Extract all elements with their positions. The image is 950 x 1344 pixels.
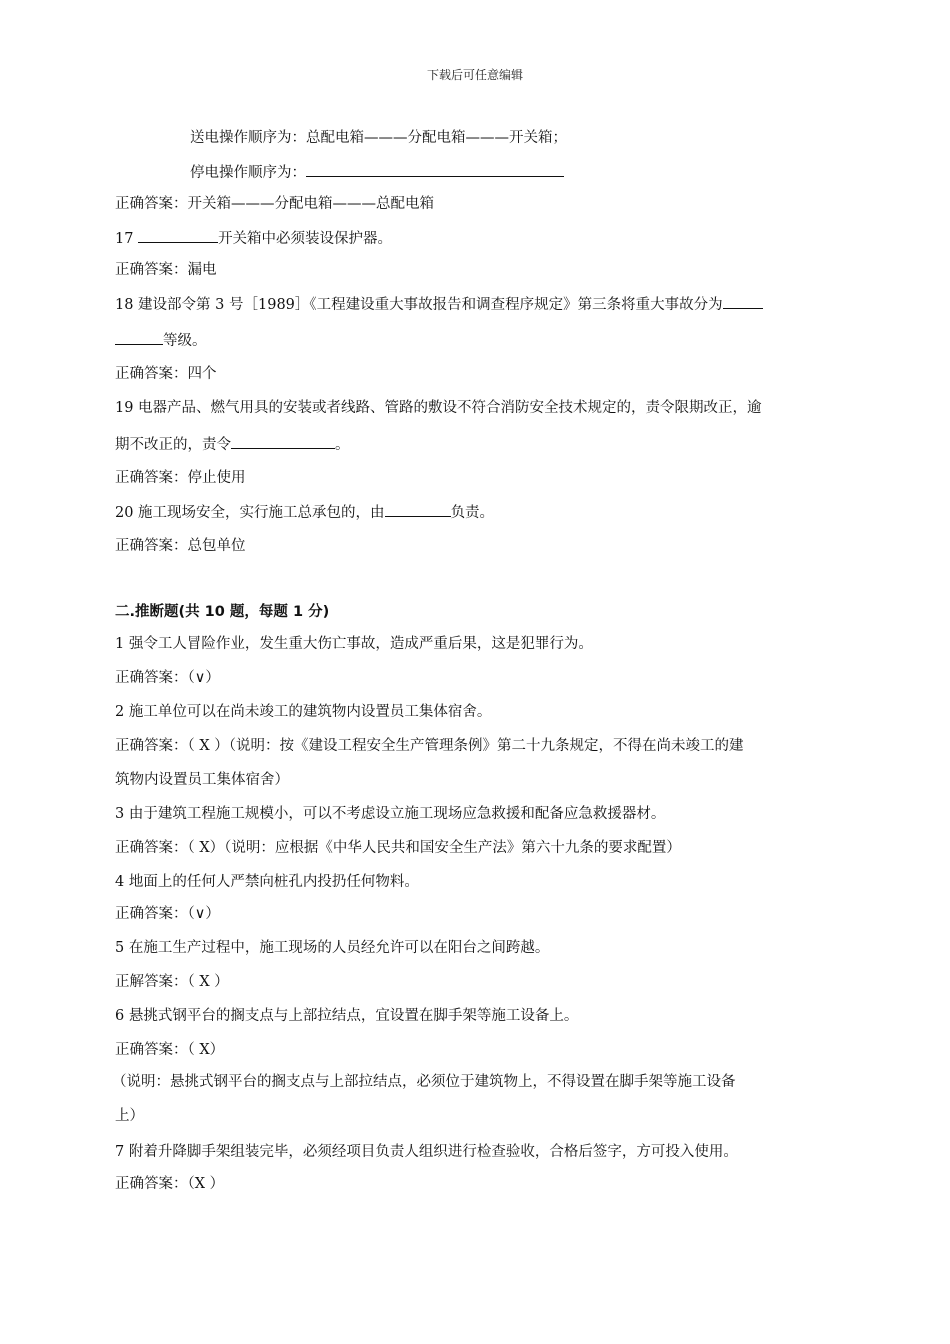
answer-line: 正确答案：总包单位	[115, 538, 246, 554]
line-text: 等级。	[163, 333, 207, 349]
line-text: 开关箱中必须装设保护器。	[218, 231, 393, 247]
fill-blank	[115, 330, 163, 345]
question-line: 1 强令工人冒险作业，发生重大伤亡事故，造成严重后果，这是犯罪行为。	[115, 636, 593, 652]
line-text: 负责。	[450, 505, 495, 521]
answer-line: 筑物内设置员工集体宿舍）	[115, 772, 289, 788]
question-line: 3 由于建筑工程施工规模小，可以不考虑设立施工现场应急救援和配备应急救援器材。	[115, 806, 666, 822]
answer-line: 正确答案：四个	[115, 366, 217, 382]
answer-line: 正确答案：（ X）（说明：应根据《中华人民共和国安全生产法》第六十九条的要求配置）	[115, 840, 681, 856]
answer-line: 正确答案：（∨）	[115, 906, 220, 922]
line-text: 。	[335, 437, 350, 453]
answer-line: 正确答案：开关箱———分配电箱———总配电箱	[115, 196, 434, 212]
question-line: 4 地面上的任何人严禁向桩孔内投扔任何物料。	[115, 874, 419, 890]
page-header: 下载后可任意编辑	[426, 68, 523, 82]
fill-blank	[306, 162, 564, 177]
answer-line: 正解答案：（ X ）	[115, 974, 229, 990]
question-line: 19 电器产品、燃气用具的安装或者线路、管路的敷设不符合消防安全技术规定的，责令限期改正，逾	[115, 400, 762, 416]
answer-line: 正确答案：漏电	[115, 262, 217, 278]
answer-line: 正确答案：（∨）	[115, 670, 220, 686]
question-line: 6 悬挑式钢平台的搁支点与上部拉结点，宜设置在脚手架等施工设备上。	[115, 1008, 579, 1024]
answer-line: 正确答案：（ X）	[115, 1042, 225, 1058]
question-line	[115, 502, 494, 523]
text-line: 送电操作顺序为：总配电箱———分配电箱———开关箱；	[190, 130, 567, 146]
answer-line: 上）	[115, 1108, 144, 1124]
question-line	[115, 434, 350, 455]
answer-line: 正确答案：停止使用	[115, 470, 246, 486]
question-line: 2 施工单位可以在尚未竣工的建筑物内设置员工集体宿舍。	[115, 704, 492, 720]
section-heading: 二.推断题(共 10 题，每题 1 分)	[115, 604, 330, 620]
question-line: 5 在施工生产过程中，施工现场的人员经允许可以在阳台之间跨越。	[115, 940, 550, 956]
answer-line: 正确答案：（X ）	[115, 1176, 225, 1192]
answer-line: 正确答案：（ X ）（说明：按《建设工程安全生产管理条例》第二十九条规定，不得在尚未竣工的建	[115, 738, 744, 754]
question-line	[115, 228, 392, 249]
question-line	[115, 330, 207, 351]
fill-blank	[385, 502, 451, 517]
fill-blank	[231, 434, 335, 449]
text-line	[190, 162, 564, 183]
answer-line: （说明：悬挑式钢平台的搁支点与上部拉结点，必须位于建筑物上，不得设置在脚手架等施工设备	[112, 1074, 736, 1090]
fill-blank	[138, 228, 218, 243]
line-text: 期不改正的，责令	[115, 437, 231, 453]
line-text: 停电操作顺序为：	[190, 165, 306, 181]
fill-blank	[723, 294, 763, 309]
question-line	[115, 294, 763, 315]
line-text: 17	[115, 231, 139, 247]
question-line: 7 附着升降脚手架组装完毕，必须经项目负责人组织进行检查验收，合格后签字，方可投入使用。	[115, 1144, 738, 1160]
line-text: 20 施工现场安全，实行施工总承包的，由	[115, 505, 385, 521]
line-text: 18 建设部令第 3 号［1989］《工程建设重大事故报告和调查程序规定》第三条将重大事故分为	[115, 297, 723, 313]
